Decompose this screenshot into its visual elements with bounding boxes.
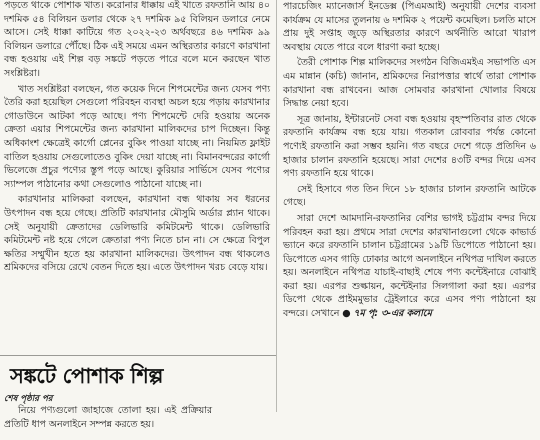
article-left-column [4, 0, 270, 275]
article-paragraph: সেই হিসাবে গত তিন দিনে ১৮ হাজার চালান রফতানি আটকে গেছে। [283, 183, 536, 209]
column-divider [276, 0, 277, 412]
article-right-column [283, 0, 536, 321]
continuation-body [4, 404, 212, 431]
article-paragraph: কারখানার মালিকরা বলছেন, কারখানা বন্ধ থাকায় সব ধরনের উৎপাদন বন্ধ হয়ে গেছে। প্রতিটি কারখানার মৌসুমি অর্ডার প্ল্যান থাকে। সেই অনুযায়ী ক্রেতাদের ডেলিভারি কমিটমেন্ট থাকে। ডেলিভারি কমিটমেন্ট নষ্ট হয়ে গেলে ক্রেতারা পণ্য নিতে চান না। সে ক্ষেত্রে বিপুল ক্ষতির সম্মুখীন হতে হয় কারখানা মালিকদের। উৎপাদন বন্ধ থাকলেও শ্রমিকদের বসিয়ে রেখে বেতন দিতে হয়। এতে উৎপাদন খরচ বেড়ে যায়। [4, 194, 270, 274]
article-paragraph: তৈরী পোশাক শিল্প মালিকদের সংগঠন বিজিএমইএ সভাপতি এস এম মান্নান (কচি) জানান, শ্রমিকদের নিরাপত্তার স্বার্থে তারা পোশাক কারখানা বন্ধ রাখবেন। আজ সোমবার কারখানা খোলার বিষয়ে সিদ্ধান্ত নেয়া হবে। [283, 57, 536, 110]
article-paragraph: খাত সংশ্লিষ্টরা বলছেন, গত কয়েক দিনে শিপমেন্টের জন্য যেসব পণ্য তৈরি করা হয়েছিল সেগুলো পরিবহন ব্যবস্থা অচল হয়ে পড়ায় কারখানার গোডাউনে আটকা পড়ে আছে। পণ্য শিপমেন্টে দেরি হওয়ায় অনেক ক্রেতা এয়ার শিপমেন্টের জন্য কারখানা মালিকদের চাপ দিচ্ছেন। কিন্তু অধিকাংশ ক্ষেত্রেই কার্গো প্লেনের বুকিং পাওয়া যাচ্ছে না। নিয়মিত ফ্লাইট বাতিল হওয়ায় সেগুলোতেও বুকিং দেয়া যাচ্ছে না। বিমানবন্দরের কার্গো ভিলেজে প্রচুর পণ্যের স্তুপ পড়ে আছে। কুরিয়ার সার্ভিসে যেসব পণ্যের স্যাম্পল পাঠানোর কথা সেগুলোও পাঠানো যাচ্ছে না। [4, 83, 270, 190]
article-paragraph: নিয়ে পণ্যগুলো জাহাজে তোলা হয়। এই প্রক্রিয়ার প্রতিটি ধাপ অনলাইনে সম্পন্ন করতে হয়। [4, 405, 212, 430]
jump-marker-icon: ● [342, 308, 351, 320]
article-paragraph: সূত্র জানায়, ইন্টারনেট সেবা বন্ধ হওয়ায় বৃহস্পতিবার রাত থেকে রফতানি কার্যক্রম বন্ধ হয়ে যায়। গতকাল রোববার পর্যন্ত কোনো পণ্যেই রফতানি করা সম্ভব হয়নি। গত বছরে দেশে গড়ে প্রতিদিন ৬ হাজার চালান রফতানি হয়েছে। সারা দেশের ৪৩টি বন্দর দিয়ে এসব পণ্য রফতানি হয়ে থাকে। [283, 113, 536, 180]
jump-note: ৭ম পৃ: ৩-এর কলামে [353, 308, 432, 320]
article-paragraph: পড়তে থাকে পোশাক খাত। করোনার ধাক্কায় এই খাতে রফতানি আয় ৪০ দশমিক ৫৪ বিলিয়ন ডলার থেকে ২৭ দশমিক ৯৫ বিলিয়ন ডলারে নেমে আসে। সেই ধাক্কা কাটিয়ে গত ২০২২-২৩ অর্থবছরে ৪৬ দশমিক ৯৯ বিলিয়ন ডলারে পৌঁছে। ঠিক এই সময়ে এমন অস্থিরতার কারণে কারখানা বন্ধ হওয়ায় এই শিল্প বড় সঙ্কটে পড়তে পারে বলে মনে করছেন খাত সংশ্লিষ্টরা। [4, 0, 270, 79]
continuation-from-label: শেষ পৃষ্ঠার পর [4, 394, 53, 404]
continuation-headline: সঙ্কটে পোশাক শিল্প [10, 363, 164, 388]
section-divider [0, 355, 276, 356]
article-paragraph-text: সারা দেশে আমদানি-রফতানির বেশির ভাগই চট্টগ্রাম বন্দর দিয়ে পরিবহন করা হয়। প্রথমে সারা দেশের কারখানাগুলো থেকে কাভার্ড ভ্যানে করে রফতানি চালান চট্টগ্রামের ১৯টি ডিপোতে পাঠানো হয়। ডিপোতে এসব গাড়ি ঢোকার আগে অনলাইনে নথিপত্র দাখিল করতে হয়। অনলাইনে নথিপত্র যাচাই-বাছাই শেষে পণ্য কন্টেইনারে বোঝাই করা হয়। এরপর শুল্কায়ন, কন্টেইনার সিলগালা করা হয়। এরপর ডিপো থেকে প্রাইমমুভার ট্রেইলারে করে এসব পণ্য পাঠানো হয় বন্দরে। সেখানে [283, 212, 536, 320]
article-paragraph [283, 212, 536, 321]
article-paragraph: পারচেজিং ম্যানেজার্স ইনডেক্স (পিএমআই) অনুযায়ী দেশের ব্যবসা কার্যক্রম যে মাসের তুলনায় ৬ দশমিক ২ পয়েন্ট কমেছিল। চলতি মাসে প্রায় দুই সপ্তাহ জুড়ে অস্থিরতার কারণে অর্থনীতি আরো খারাপ অবস্থায় যেতে পারে বলে ধারণা করা হচ্ছে। [283, 1, 536, 53]
